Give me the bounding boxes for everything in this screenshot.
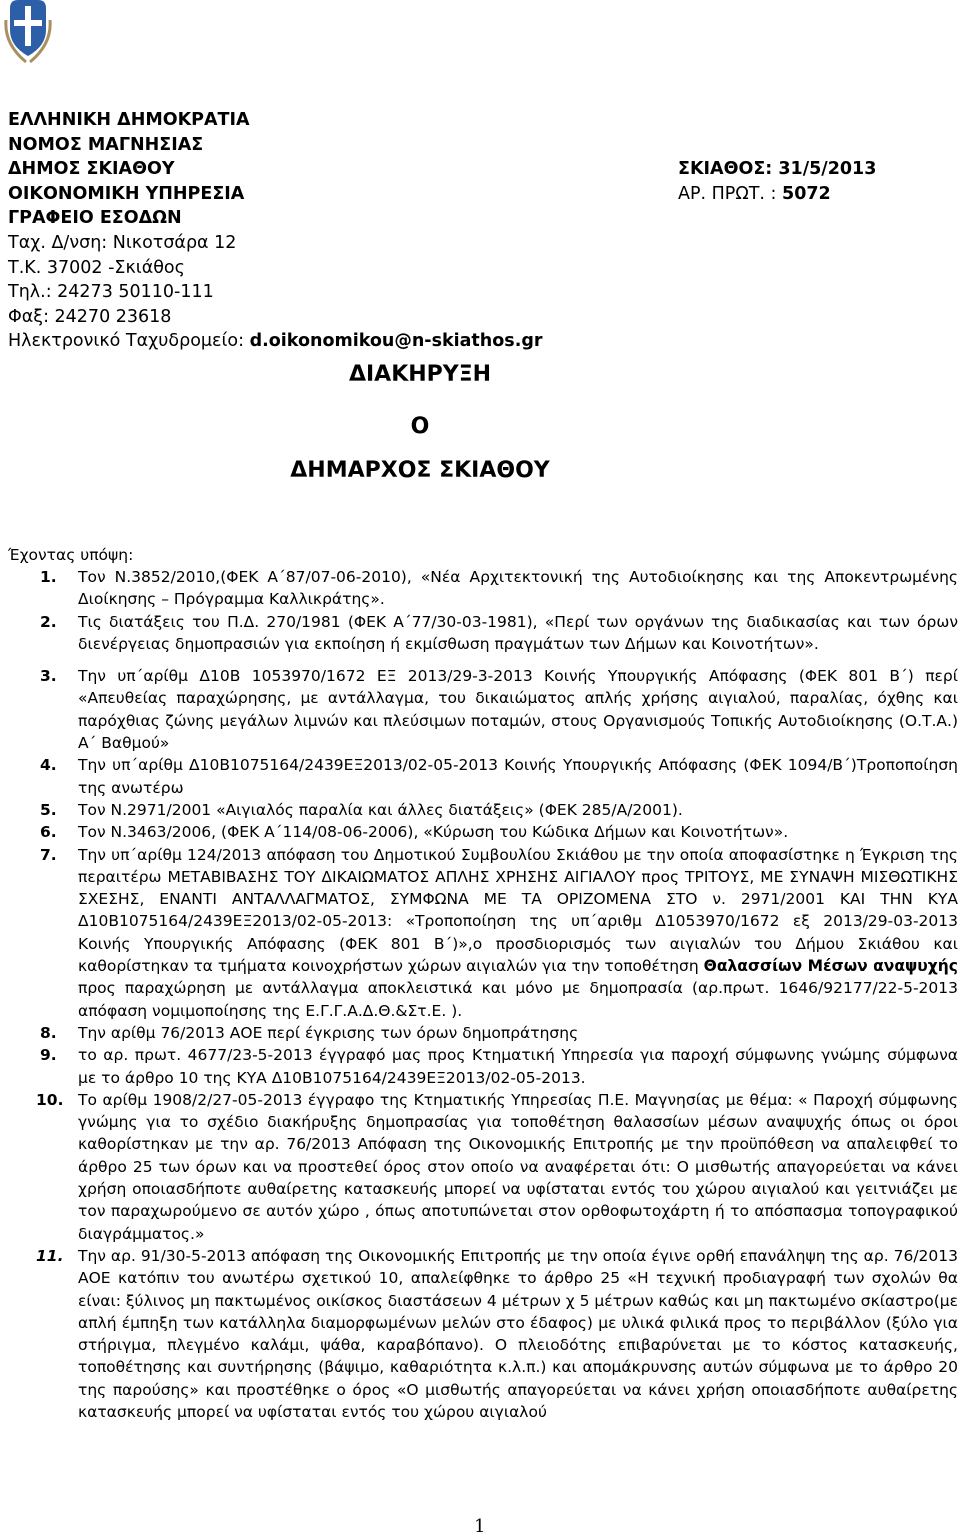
list-item: 3. Την υπ΄αρίθμ Δ10Β 1053970/1672 ΕΞ 2013/29-3-2013 Κοινής Υπουργικής Απόφασης (ΦΕΚ 801 Β΄) περί «Απευθείας παραχώρησης, με αντάλλαγμα, του δικαιώματος απλής χρήσης αιγιαλού, παραλίας, όχθης και παρόχθιας ζώνης μεγάλων λιμνών και πλεύσιμων ποταμών, στους Οργανισμούς Τοπικής Αυτοδιοίκησης (Ο.Τ.Α.) Α΄ Βαθμού» bbox=[40, 667, 958, 753]
considerations-list bbox=[8, 566, 958, 1423]
header-line bbox=[8, 182, 948, 207]
protocol-value: 5072 bbox=[782, 183, 831, 204]
email-line bbox=[8, 329, 948, 354]
header-line: ΕΛΛΗΝΙΚΗ ΔΗΜΟΚΡΑΤΙΑ bbox=[8, 110, 250, 130]
date-line: ΣΚΙΑΘΟΣ: 31/5/2013 bbox=[678, 159, 877, 180]
list-item: 8. Την αρίθμ 76/2013 ΑΟΕ περί έγκρισης των όρων δημοπράτησης bbox=[40, 1023, 579, 1042]
title-the: Ο bbox=[410, 414, 430, 439]
document-header bbox=[8, 108, 948, 354]
header-line: ΓΡΑΦΕΙΟ ΕΣΟΔΩΝ bbox=[8, 208, 182, 229]
protocol-line: ΑΡ. ΠΡΩΤ. : 5072 bbox=[678, 183, 831, 204]
list-item: 7. Την υπ΄αρίθμ 124/2013 απόφαση του Δημοτικού Συμβουλίου Σκιάθου με την οποία αποφασίστηκε η Έγκριση της περαιτέρω ΜΕΤΑΒΙΒΑΣΗΣ ΤΟΥ ΔΙΚΑΙΩΜΑΤΟΣ ΑΠΛΗΣ ΧΡΗΣΗΣ ΑΙΓΙΑΛΟΥ προς ΤΡΙΤΟΥΣ, ΜΕ ΣΥΝΑΨΗ ΜΙΣΘΩΤΙΚΗΣ ΣΧΕΣΗΣ, ΕΝΑΝΤΙ ΑΝΤΑΛΛΑΓΜΑΤΟΣ, ΣΥΜΦΩΝΑ ΜΕ ΤΑ ΟΡΙΖΟΜΕΝΑ ΣΤΟ ν. 2971/2001 ΚΑΙ ΤΗΝ ΚΥΑ Δ10Β1075164/2439ΕΞ2013/02-05-2013: «Τροποποίηση της υπ΄αριθμ Δ1053970/1672 εξ 2013/29-03-2013 Κοινής Υπουργικής Απόφασης (ΦΕΚ 801 Β΄)»,ο προσδιορισμός των αιγιαλών του Δήμου Σκιάθου και καθορίστηκαν τα τμήματα κοινοχρήστων χώρων αιγιαλών για την τοποθέτηση Θαλασσίων Μέσων αναψυχής προς παραχώρηση με αντάλλαγμα αποκλειστικά και μόνο με δημοπρασία (αρ.πρωτ. 1646/92177/22-5-2013 απόφαση νομιμοποίησης της Ε.Γ.Γ.Α.Δ.Θ.&Στ.Ε. ). bbox=[40, 845, 958, 1020]
list-item: 9. το αρ. πρωτ. 4677/23-5-2013 έγγραφό μας προς Κτηματική Υπηρεσία για παροχή σύμφωνης γνώμης σύμφωνα με το άρθρο 10 της ΚΥΑ Δ10Β1075164/2439ΕΞ2013/02-05-2013. bbox=[40, 1046, 958, 1087]
intro-text: Έχοντας υπόψη: bbox=[8, 546, 134, 564]
list-item: 1. Τον Ν.3852/2010,(ΦΕΚ Α΄87/07-06-2010), «Νέα Αρχιτεκτονική της Αυτοδιοίκησης και της Αποκεντρωμένης Διοίκησης – Πρόγραμμα Καλλικράτης». bbox=[40, 568, 958, 609]
greek-coat-of-arms-icon bbox=[4, 0, 52, 64]
title-proclamation: ΔΙΑΚΗΡΥΞΗ bbox=[348, 362, 492, 387]
header-line: ΝΟΜΟΣ ΜΑΓΝΗΣΙΑΣ bbox=[8, 134, 204, 155]
postcode-line: Τ.Κ. 37002 -Σκιάθος bbox=[8, 257, 185, 278]
address-line: Ταχ. Δ/νση: Νικοτσάρα 12 bbox=[8, 232, 237, 253]
list-item: 2. Τις διατάξεις του Π.Δ. 270/1981 (ΦΕΚ Α΄77/30-03-1981), «Περί των οργάνων της διαδικασίας και των όρων διενέργειας δημοπρασιών για εκποίηση ή εκμίσθωση πραγμάτων των Δήμων και Κοινοτήτων». bbox=[40, 612, 958, 653]
municipality-name: ΔΗΜΟΣ ΣΚΙΑΘΟΥ bbox=[8, 159, 175, 180]
list-item: 10. Το αρίθμ 1908/2/27-05-2013 έγγραφο της Κτηματικής Υπηρεσίας Π.Ε. Μαγνησίας με θέμα: « Παροχή σύμφωνης γνώμης για το σχέδιο διακήρυξης δημοπρασίας για τοποθέτηση θαλασσίων μέσων αναψυχής όπως οι όροι καθορίστηκαν με την αρ. 76/2013 Απόφαση της Οικονομικής Επιτροπής με την προϋπόθεση να απαλειφθεί το άρθρο 25 των όρων και να προστεθεί όρος στον οποίο να αναφέρεται ότι: Ο μισθωτής απαγορεύεται να κάνει χρήση οποιασδήποτε αυθαίρετης κατασκευής μπορεί να υφίσταται εντός του χώρου αιγιαλού και γειτνιάζει με τον παραχωρούμενο σε αυτόν χώρο , όπως αποτυπώνεται στον ορθοφωτοχάρτη ή το απόσπασμα τοπογραφικού διαγράμματος.» bbox=[36, 1090, 958, 1243]
list-item: 4. Την υπ΄αρίθμ Δ10Β1075164/2439ΕΞ2013/02-05-2013 Κοινής Υπουργικής Απόφασης (ΦΕΚ 1094/Β΄)Τροποποίηση της ανωτέρω bbox=[40, 756, 958, 797]
department-name: ΟΙΚΟΝΟΜΙΚΗ ΥΠΗΡΕΣΙΑ bbox=[8, 183, 245, 204]
date-value: 31/5/2013 bbox=[778, 159, 877, 180]
phone-line: Τηλ.: 24273 50110-111 bbox=[8, 282, 214, 303]
title-mayor: ΔΗΜΑΡΧΟΣ ΣΚΙΑΘΟΥ bbox=[290, 458, 550, 483]
list-item: 5. Τον Ν.2971/2001 «Αιγιαλός παραλία και άλλες διατάξεις» (ΦΕΚ 285/Α/2001). bbox=[40, 800, 683, 819]
email-label: Ηλεκτρονικό Ταχυδρομείο: bbox=[8, 331, 250, 352]
page-number: 1 bbox=[474, 1516, 486, 1537]
fax-line: Φαξ: 24270 23618 bbox=[8, 306, 172, 327]
list-item: 11. Την αρ. 91/30-5-2013 απόφαση της Οικονομικής Επιτροπής με την οποία έγινε ορθή επανάληψη της αρ. 76/2013 ΑΟΕ κατόπιν του ανωτέρω σχετικού 10, απαλείφθηκε το άρθρο 25 «Η τεχνική προδιαγραφή των σχολών θα είναι: ξύλινος μη πακτωμένος οικίσκος διαστάσεων 4 μέτρων χ 5 μέτρων καθώς και μη πακτωμένο σκίαστρο(με απλή έμπηξη των κατάλληλα διαμορφωμένων μελών στο έδαφος) με υλικά φιλικά προς το περιβάλλον (ξύλο για στήριγμα, πλεγμένο καλάμι, ψάθα, καραβόπανο). Ο πλειοδότης επιβαρύνεται με το κόστος κατασκευής, τοποθέτησης και συντήρησης (βάψιμο, καθαριότητα κ.λ.π.) και απομάκρυνσης αυτών σύμφωνα με το άρθρο 20 της παρούσης» και προστέθηκε ο όρος «Ο μισθωτής απαγορεύεται να κάνει χρήση οποιασδήποτε αυθαίρετης κατασκευής μπορεί να υφίσταται εντός του χώρου αιγιαλού bbox=[36, 1246, 958, 1421]
header-line bbox=[8, 157, 948, 182]
list-item: 6. Τον Ν.3463/2006, (ΦΕΚ Α΄114/08-06-2006), «Κύρωση του Κώδικα Δήμων και Κοινοτήτων». bbox=[40, 823, 789, 842]
email-link[interactable]: d.oikonomikou@n-skiathos.gr bbox=[249, 331, 543, 352]
